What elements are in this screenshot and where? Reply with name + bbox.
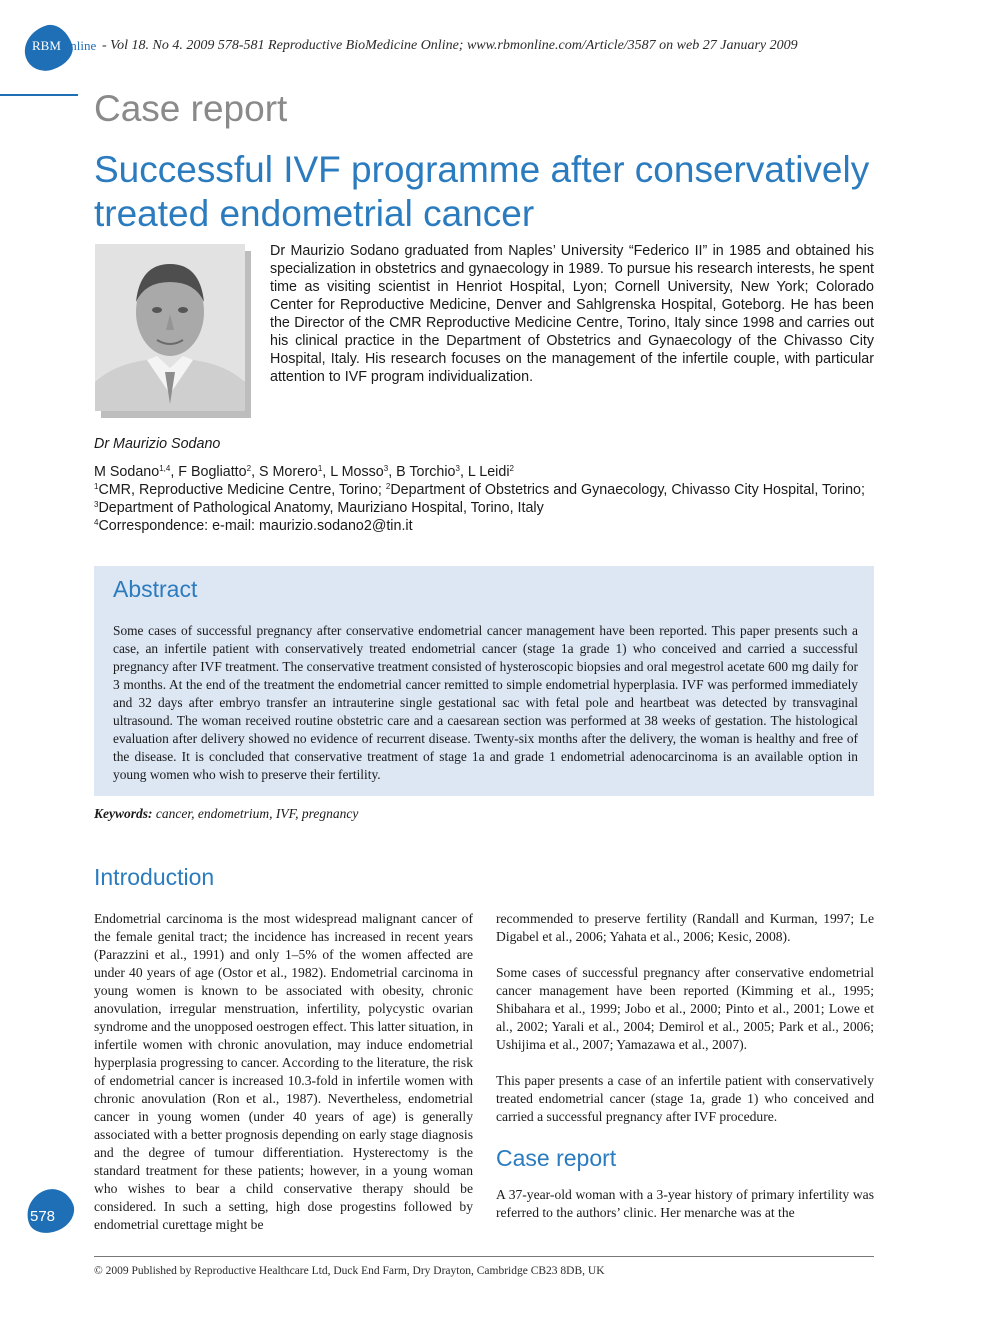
title-line-1: Successful IVF programme after conservatively [94,149,870,190]
affiliations [94,481,874,517]
correspondence-sup: 4 [94,518,99,527]
copyright-notice: © 2009 Published by Reproductive Healthcare Ltd, Duck End Farm, Dry Drayton, Cambridge CB23 8DB, UK [94,1265,605,1277]
title-line-2: treated endometrial cancer [94,193,535,234]
author-sup: 3 [455,464,460,473]
introduction-paragraph: recommended to preserve fertility (Randall and Kurman, 1997; Le Digabel et al., 2006; Yahata et al., 2006; Kesic, 2008). [496,911,874,944]
footer-rule [94,1256,874,1257]
affiliation-sup: 2 [385,482,391,491]
affiliation-sup: 3 [94,500,99,509]
page-number: 578 [30,1208,56,1225]
author-name: L Leidi [467,464,510,480]
left-column [94,910,473,1252]
photo-caption: Dr Maurizio Sodano [94,436,221,452]
case-report-paragraph: A 37-year-old woman with a 3-year history of primary infertility was referred to the authors’ clinic. Her menarche was at the [496,1187,874,1220]
author-sup: 1 [317,464,323,473]
introduction-heading: Introduction [94,864,215,890]
author-sup: 3 [383,464,389,473]
affiliation-1: CMR, Reproductive Medicine Centre, Torino; [98,482,382,498]
introduction-paragraph: Some cases of successful pregnancy after conservative endometrial cancer management have been reported (Kimming et al., 1995; Shibahara et al., 1999; Jobo et al., 2000; Pinto et al., 2001; Lowe et al., 2002; Yarali et al., 2004; Demirol et al., 2005; Park et al., 2006; Ushijima et al., 2007; Yamazawa et al., 2007). [496,965,874,1052]
abstract-text: Some cases of successful pregnancy after conservative endometrial cancer management have been reported. This paper presents such a case, an infertile patient with conservatively treated endometrial cancer (stage 1a grade 1) who conceived and carried a successful pregnancy after IVF treatment. The conservative treatment consisted of hysteroscopic biopsies and oral megestrol acetate 600 mg daily for 3 months. At the end of the treatment the endometrial cancer remitted to simple endometrial hyperplasia. IVF was performed immediately and 32 days after embryo transfer an intrauterine single gestational sac with fetal pole and heartbeat was detected by transvaginal ultrasound. The woman received routine obstetric care and a caesarean section was performed at 38 weeks of gestation. The histological evaluation after delivery showed no evidence of recurrent disease. Twenty-six months after the delivery, the woman is healthy and free of the disease. It is concluded that conservative treatment of stage 1a and grade 1 endometrial adenocarcinoma is an available option in young women who wish to preserve their fertility. [113,623,858,782]
author-list: M Sodano$^{1,4}$, F Bogliatto$^2$, S Morero$^1$, L Mosso$^3$, B Torchio$^3$, L Leidi$^2$ [94,464,514,480]
author-block [94,463,874,535]
article-title [94,148,894,236]
author-biography: Dr Maurizio Sodano graduated from Naples’ University “Federico II” in 1985 and obtained his specialization in obstetrics and gynaecology in 1989. To pursue his research interests, he spent time as visiting scientist in Henriot Hospital, Lyon; Cornell University, New York; Colorado Center for Reproductive Medicine, Denver and Sahlgrenska Hospital, Goteborg. He has been the Director of the CMR Reproductive Medicine Centre, Torino, Italy since 1998 and carries out his clinical practice in the Department of Obstetrics and Gynaecology of the Chivasso City Hospital, Italy. His research focuses on the management of the infertile couple, with particular attention to IVF program individualization. [270,243,874,385]
affiliation-3: Department of Pathological Anatomy, Mauriziano Hospital, Torino, Italy [98,500,544,516]
affiliation-2: Department of Obstetrics and Gynaecology, Chivasso City Hospital, Torino; [390,482,865,498]
journal-citation: - Vol 18. No 4. 2009 578-581 Reproductive BioMedicine Online; www.rbmonline.com/Article/3587 on web 27 January 2009 [102,38,798,53]
journal-logo [32,38,96,54]
author-photo [95,244,245,411]
correspondence [94,517,874,535]
affiliation-sup: 1 [94,482,99,491]
logo-suffix: Online [60,38,97,53]
author-sup: 2 [246,464,252,473]
case-report-heading: Case report [496,1145,617,1171]
abstract-heading: Abstract [113,576,198,602]
keywords [94,806,358,822]
correspondence-email: Correspondence: e-mail: maurizio.sodano2@tin.it [98,518,413,534]
logo-prefix: RBM [32,38,61,53]
introduction-paragraph: Endometrial carcinoma is the most widespread malignant cancer of the female genital tract; the incidence has increased in recent years (Parazzini et al., 1991) and only 1–5% of the women affected are under 40 years of age (Ostor et al., 1982). Endometrial carcinoma in young women is known to be associated with obesity, chronic anovulation, irregular menstruation, infertility, polycystic ovarian syndrome and the unopposed oestrogen effect. This latter situation, in infertile women with chronic anovulation, may induce endometrial hyperplasia progressing to cancer. According to the literature, the risk of endometrial cancer is increased 10.3-fold in infertile women with chronic anovulation (Ron et al., 1987). Nevertheless, endometrial cancer in young women (under 40 years of age) is generally associated with a better prognosis depending on early stage diagnosis and the degree of tumour differentiation. Hysterectomy is the standard treatment for these patients; however, in a young woman who wishes to bear a child conservative therapy should be considered. In such a setting, high dose progestins followed by endometrial curettage might be [94,911,473,1232]
author-name: L Mosso [330,464,384,480]
author-name: F Bogliatto [178,464,247,480]
section-label: Case report [94,88,288,129]
author-sup: 1,4 [159,464,171,473]
introduction-paragraph: This paper presents a case of an infertile patient with conservatively treated endometrial cancer (stage 1a, grade 1) who conceived and carried a successful pregnancy after IVF procedure. [496,1073,874,1124]
author-name: M Sodano [94,464,160,480]
author-name: S Morero [259,464,318,480]
header-rule [0,94,78,96]
author-sup: 2 [509,464,514,473]
right-column [496,910,874,1240]
keywords-label: Keywords: [94,806,153,821]
keywords-list: cancer, endometrium, IVF, pregnancy [155,806,359,821]
author-name: B Torchio [396,464,456,480]
